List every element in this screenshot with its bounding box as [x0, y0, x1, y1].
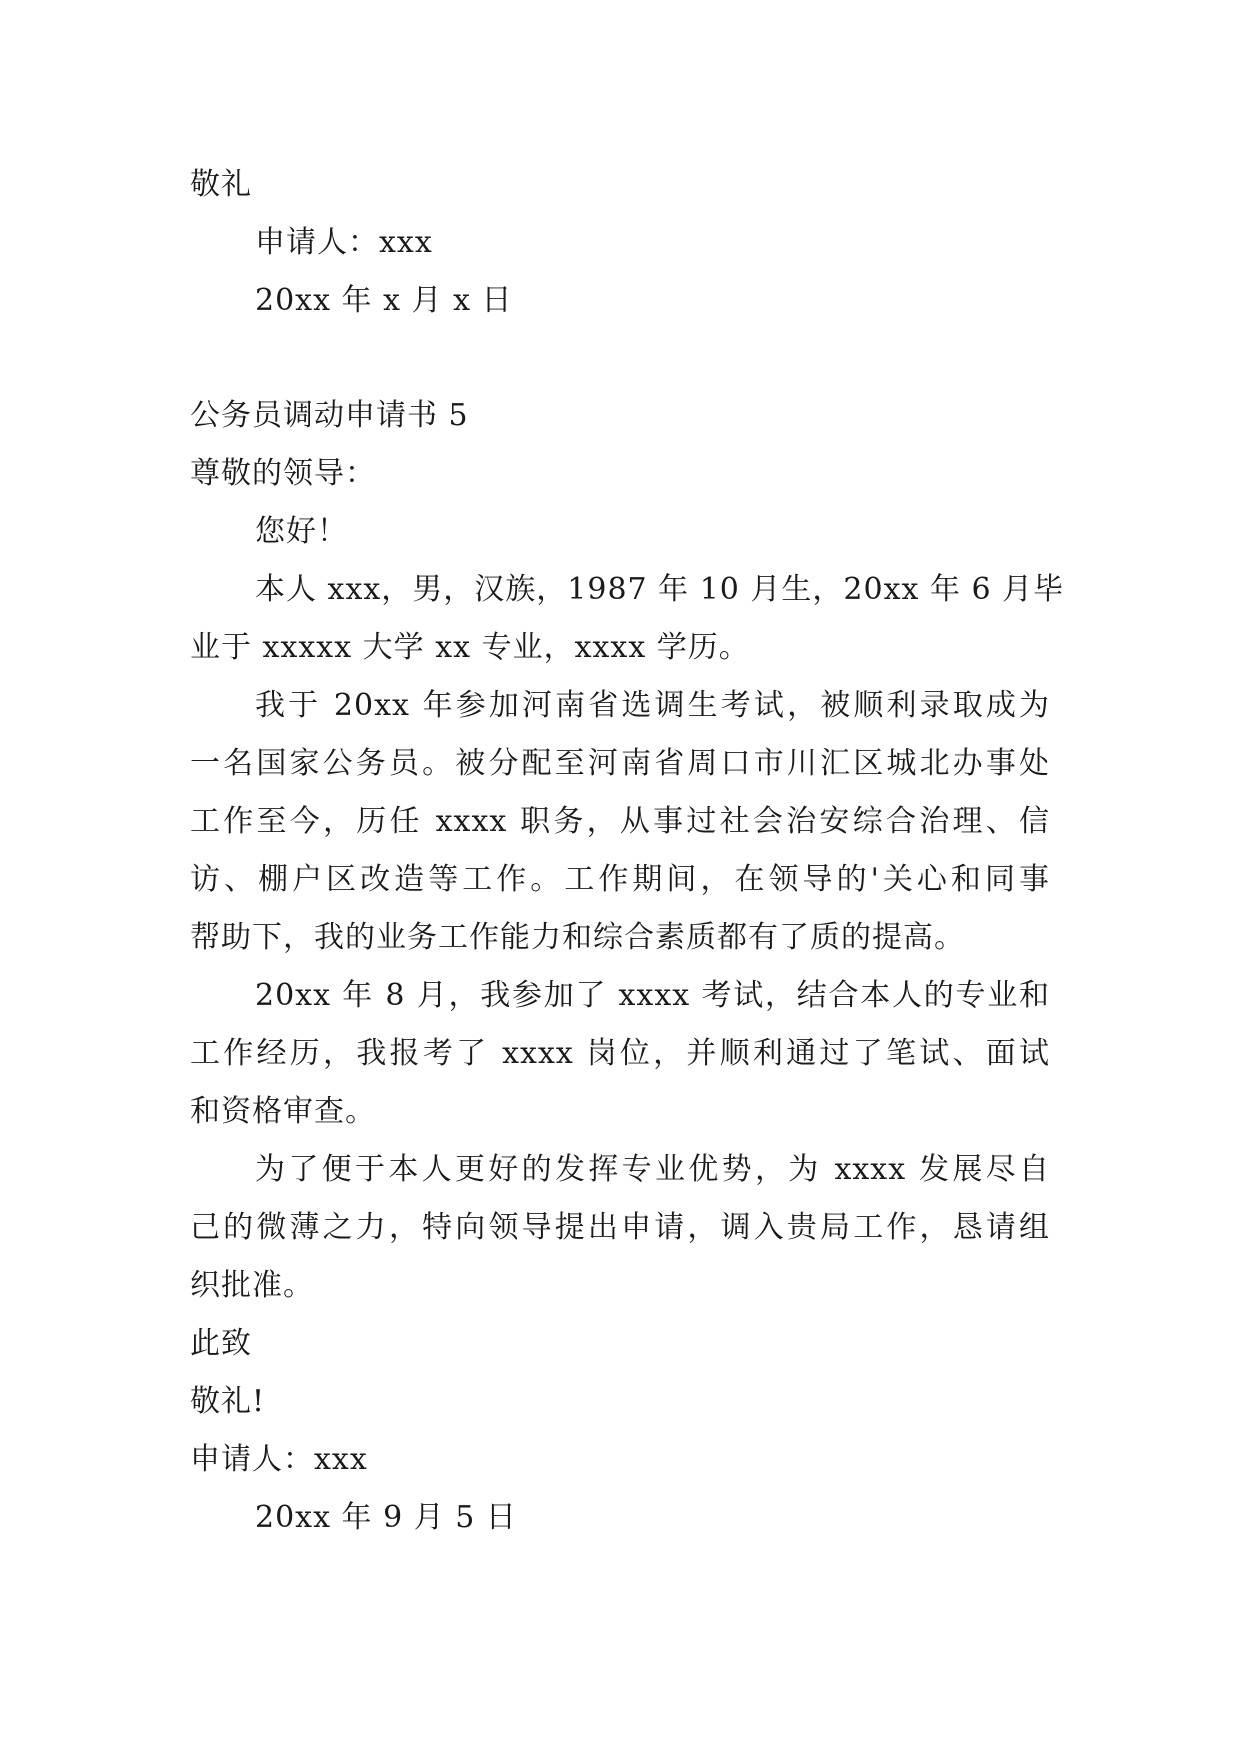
greeting: 您好！ [255, 514, 348, 549]
para4-line3: 织批准。 [190, 1268, 314, 1303]
applicant: 申请人：xxx [190, 1442, 368, 1477]
para2-line4: 访、棚户区改造等工作。工作期间，在领导的'关心和同事 [190, 862, 1050, 897]
para4-line2: 己的微薄之力，特向领导提出申请，调入贵局工作，恳请组 [190, 1210, 1050, 1245]
prev-date: 20xx 年 x 月 x 日 [255, 283, 513, 318]
prev-closing: 敬礼 [190, 167, 252, 202]
para2-line5: 帮助下，我的业务工作能力和综合素质都有了质的提高。 [190, 920, 965, 955]
date: 20xx 年 9 月 5 日 [255, 1500, 517, 1535]
salutation: 尊敬的领导： [190, 456, 376, 491]
para2-line1: 我于 20xx 年参加河南省选调生考试，被顺利录取成为 [255, 688, 1050, 723]
closing-1: 此致 [190, 1326, 252, 1361]
para2-line2: 一名国家公务员。被分配至河南省周口市川汇区城北办事处 [190, 746, 1050, 781]
prev-applicant: 申请人：xxx [255, 225, 433, 260]
para3-line2: 工作经历，我报考了 xxxx 岗位，并顺利通过了笔试、面试 [190, 1036, 1050, 1071]
para2-line3: 工作至今，历任 xxxx 职务，从事过社会治安综合治理、信 [190, 804, 1050, 839]
para4-line1: 为了便于本人更好的发挥专业优势，为 xxxx 发展尽自 [255, 1152, 1050, 1187]
para1-line2: 业于 xxxxx 大学 xx 专业，xxxx 学历。 [190, 630, 750, 665]
para3-line3: 和资格审查。 [190, 1094, 376, 1129]
letter-title: 公务员调动申请书 5 [190, 398, 469, 433]
para1-line1: 本人 xxx，男，汉族，1987 年 10 月生，20xx 年 6 月毕 [255, 572, 1065, 607]
para3-line1: 20xx 年 8 月，我参加了 xxxx 考试，结合本人的专业和 [255, 978, 1050, 1013]
closing-2: 敬礼! [190, 1384, 266, 1419]
